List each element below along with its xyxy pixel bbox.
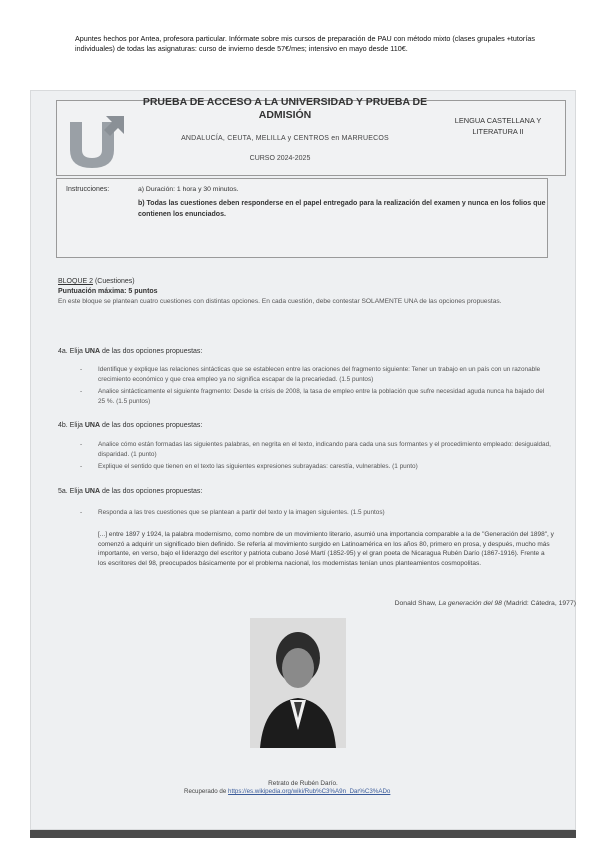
quote-citation	[300, 600, 576, 607]
source-quote: [...] entre 1897 y 1924, la palabra modernismo, como nombre de un movimiento literario, asumió una importancia comparable a la de "Generación del 1898", y comenzó a adquirir un significado bien definido. Se refería al movimiento surgido en Latinoamérica en los años 80, primero en prosa, y después, mucho más importante, en verso, bajo el liderazgo del escritor y patriota cubano José Martí (1852-95) y el gran poeta de Nicaragua Rubén Darío (1867-1916). Frente a los escritores del 98, preocupados básicamente por el problema nacional, los modernistas tenían unos planteamientos cosmopolitas.	[98, 531, 554, 567]
block-title-suffix: (Cuestiones)	[93, 278, 135, 285]
question-4b-item-2: - Explique el sentido que tienen en el texto las siguientes expresiones subrayadas: carestía, vulnerables. (1 punto)	[80, 463, 418, 470]
header-note: Apuntes hechos por Antea, profesora particular. Infórmate sobre mis cursos de preparación de PAU con método mixto (clases grupales +tutorías individuales) de todas las asignaturas: curso de invierno desde 57€/mes; intensivo en mayo desde 110€.	[75, 34, 535, 53]
item-text: Responda a las tres cuestiones que se plantean a partir del texto y la imagen siguientes. (1.5 puntos)	[98, 509, 385, 516]
portrait-photo	[250, 618, 346, 748]
exam-course: CURSO 2024-2025	[249, 155, 311, 162]
question-4b-item-1: - Analice cómo están formadas las siguientes palabras, en negrita en el texto, indicando para cada una sus formantes y el procedimiento empleado: desigualdad, disparidad. (1 punto)	[80, 441, 551, 458]
image-source	[184, 788, 484, 795]
portrait-caption: Retrato de Rubén Darío.	[268, 780, 338, 787]
prompt-post: de las dos opciones propuestas:	[100, 488, 203, 495]
instruction-answers: b) Todas las cuestiones deben responderse en el papel entregado para la realización del examen y nunca en los folios que contienen los enunciados.	[138, 200, 546, 218]
prompt-bold: UNA	[84, 348, 101, 355]
citation-rest: (Madrid: Cátedra, 1977)	[501, 600, 576, 607]
item-text: Analice sintácticamente el siguiente fragmento: Desde la crisis de 2008, la tasa de empleo entre la población que sufre necesidad aguda nunca ha bajado del 25 %. (1.5 puntos)	[98, 388, 545, 405]
image-source-label: Recuperado de	[184, 788, 229, 795]
university-u-logo-icon	[66, 114, 126, 168]
instruction-duration: a) Duración: 1 hora y 30 minutos.	[138, 186, 239, 193]
question-4a-item-1: - Identifique y explique las relaciones sintácticas que se establecen entre las oraciones del fragmento siguiente: Tener un trabajo en un país con un razonable crecimiento económico y que crea empleo ya no significa escapar de la precariedad. (1.5 puntos)	[80, 366, 541, 383]
block-title	[58, 278, 135, 285]
scan-bottom-border	[30, 830, 576, 838]
prompt-pre: Elija	[67, 422, 85, 429]
question-4b-prompt	[58, 422, 202, 429]
exam-region: ANDALUCÍA, CEUTA, MELILLA y CENTROS en MARRUECOS	[181, 135, 389, 142]
question-number: 5a.	[58, 488, 68, 495]
instructions-label: Instrucciones:	[66, 186, 110, 193]
block-title-main: BLOQUE 2	[58, 278, 94, 285]
prompt-bold: UNA	[84, 422, 101, 429]
prompt-bold: UNA	[84, 488, 101, 495]
image-source-link[interactable]: https://es.wikipedia.org/wiki/Rub%C3%A9n_Dar%C3%ADo	[228, 788, 391, 795]
block-score: Puntuación máxima: 5 puntos	[58, 288, 158, 295]
question-5a-prompt	[58, 488, 202, 495]
exam-title: PRUEBA DE ACCESO A LA UNIVERSIDAD Y PRUEBA DE ADMISIÓN	[142, 96, 428, 121]
item-text: Analice cómo están formadas las siguientes palabras, en negrita en el texto, indicando para cada una sus formantes y el procedimiento empleado: desigualdad, disparidad. (1 punto)	[98, 441, 551, 458]
citation-work: La generación del 98	[438, 600, 502, 607]
citation-author: Donald Shaw,	[394, 600, 439, 607]
question-4a-prompt	[58, 348, 202, 355]
prompt-post: de las dos opciones propuestas:	[100, 348, 203, 355]
item-text: Identifique y explique las relaciones sintácticas que se establecen entre las oraciones del fragmento siguiente: Tener un trabajo en un país con un razonable crecimiento económico y que crea empleo ya no significa escapar de la precariedad. (1.5 puntos)	[98, 366, 541, 383]
question-5a-item-1: - Responda a las tres cuestiones que se plantean a partir del texto y la imagen siguientes. (1.5 puntos)	[80, 509, 385, 516]
item-text: Explique el sentido que tienen en el texto las siguientes expresiones subrayadas: carestía, vulnerables. (1 punto)	[98, 463, 418, 470]
question-number: 4b.	[58, 422, 68, 429]
question-number: 4a.	[58, 348, 68, 355]
prompt-pre: Elija	[67, 488, 85, 495]
prompt-post: de las dos opciones propuestas:	[100, 422, 203, 429]
exam-subject: LENGUA CASTELLANA Y LITERATURA II	[454, 116, 542, 136]
prompt-pre: Elija	[67, 348, 85, 355]
question-4a-item-2: - Analice sintácticamente el siguiente fragmento: Desde la crisis de 2008, la tasa de empleo entre la población que sufre necesidad aguda nunca ha bajado del 25 %. (1.5 puntos)	[80, 388, 545, 405]
block-intro: En este bloque se plantean cuatro cuestiones con distintas opciones. En cada cuestión, debe contestar SOLAMENTE UNA de las opciones propuestas.	[58, 298, 502, 305]
